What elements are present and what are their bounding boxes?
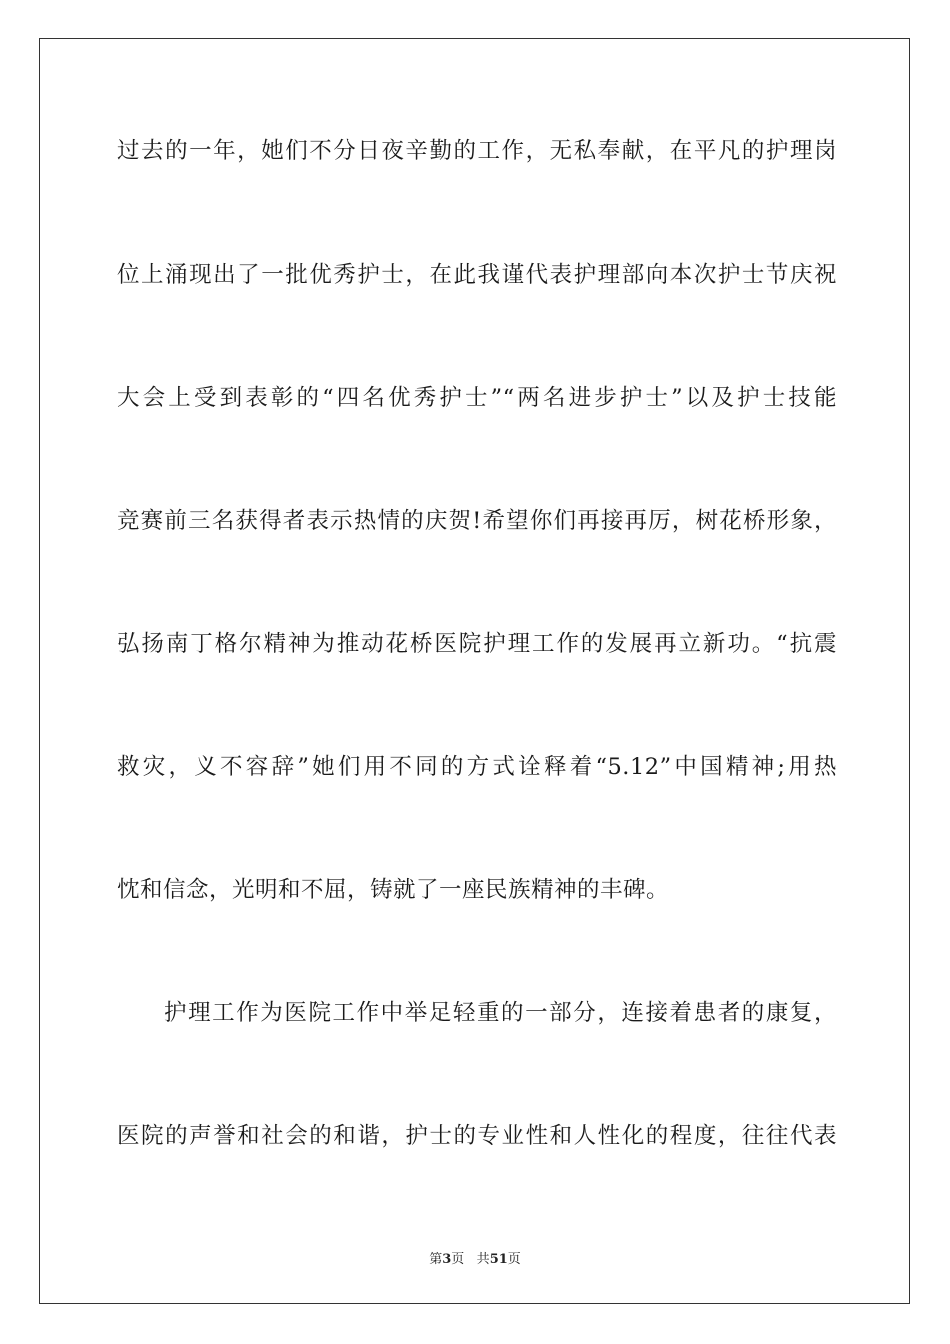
total-pages: 51 <box>489 1252 508 1267</box>
total-suffix: 页 <box>507 1252 521 1267</box>
text-line: 弘扬南丁格尔精神为推动花桥医院护理工作的发展再立新功。“抗震 <box>117 631 837 657</box>
text-line: 救灾，义不容辞”她们用不同的方式诠释着“5.12”中国精神;用热 <box>117 754 837 780</box>
page-prefix: 第 <box>429 1252 443 1267</box>
text-line: 医院的声誉和社会的和谐，护士的专业性和人性化的程度，往往代表 <box>117 1123 837 1149</box>
page-number: 3 <box>442 1252 452 1267</box>
total-prefix: 共 <box>476 1252 490 1267</box>
text-line: 忱和信念，光明和不屈，铸就了一座民族精神的丰碑。 <box>117 877 670 903</box>
text-line: 大会上受到表彰的“四名优秀护士”“两名进步护士”以及护士技能 <box>117 385 837 411</box>
text-line: 过去的一年，她们不分日夜辛勤的工作，无私奉献，在平凡的护理岗 <box>117 138 837 164</box>
text-line: 位上涌现出了一批优秀护士，在此我谨代表护理部向本次护士节庆祝 <box>117 262 837 288</box>
text-line: 竞赛前三名获得者表示热情的庆贺!希望你们再接再厉，树花桥形象， <box>117 508 837 534</box>
page-border <box>39 38 910 1304</box>
page-suffix: 页 <box>451 1252 465 1267</box>
paragraph-first-line: 护理工作为医院工作中举足轻重的一部分，连接着患者的康复， <box>164 1000 837 1026</box>
page-footer <box>0 1248 950 1267</box>
